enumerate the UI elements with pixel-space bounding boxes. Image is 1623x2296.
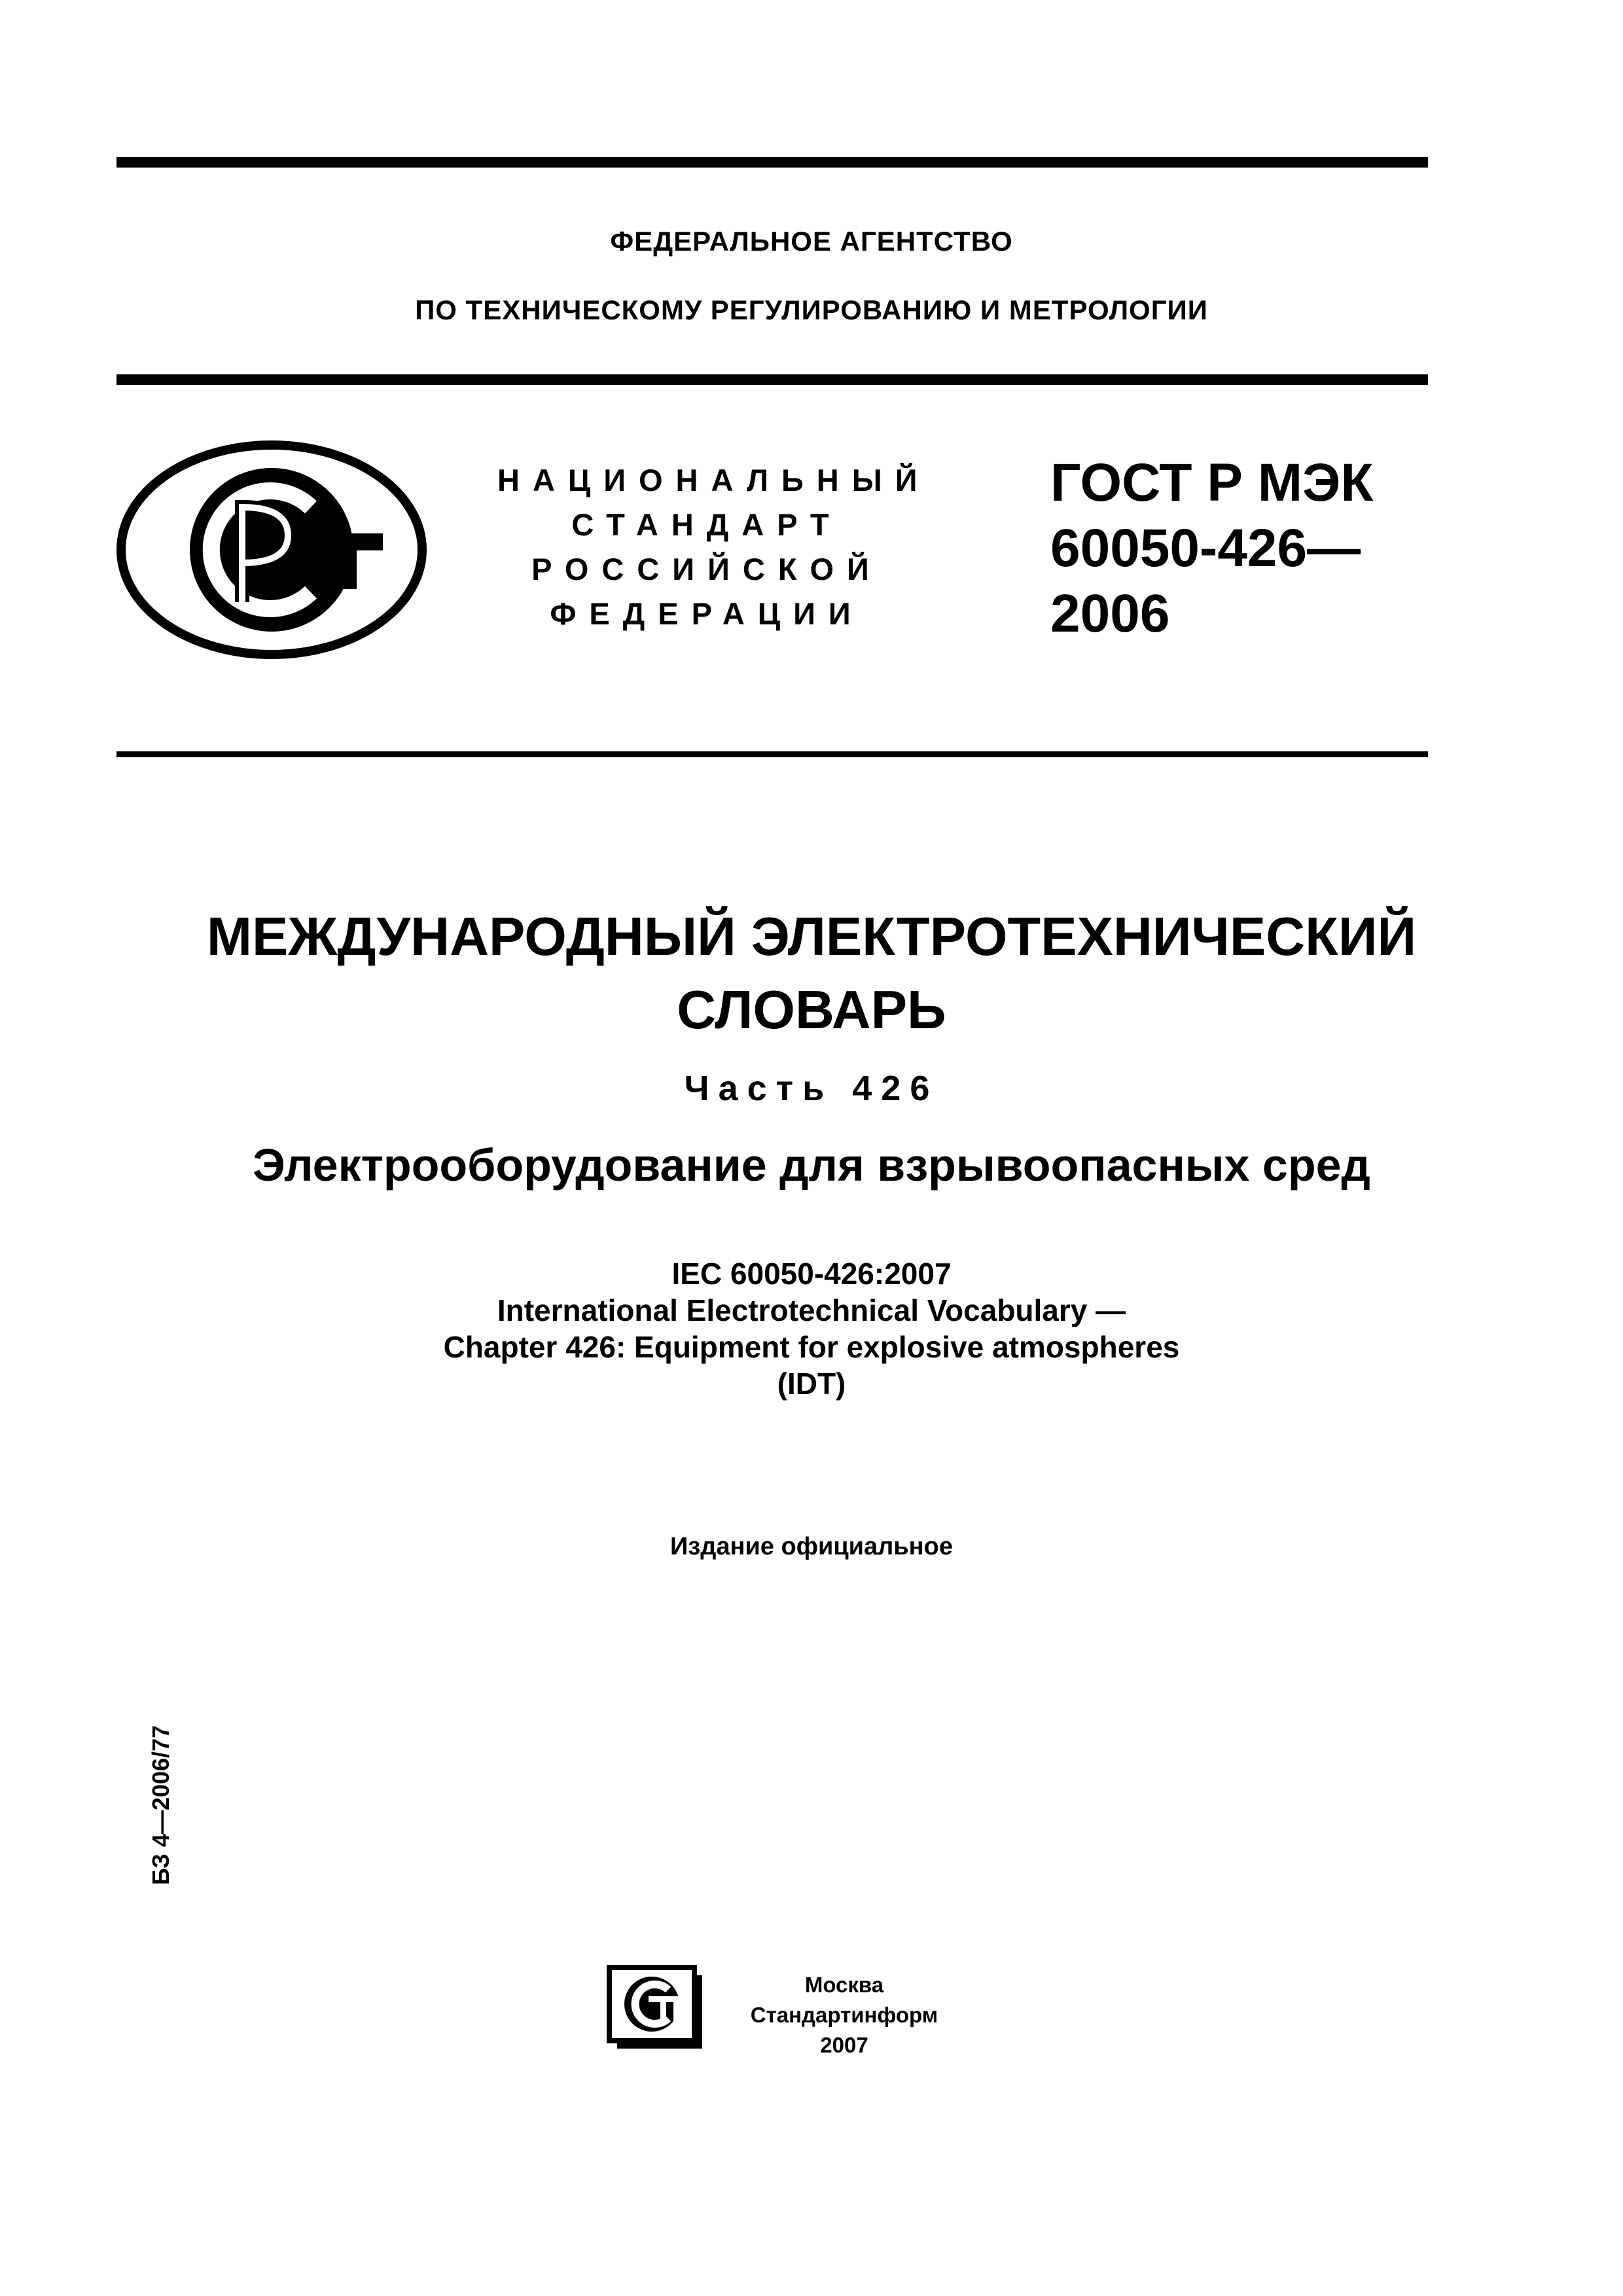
- english-line-4: (IDT): [777, 1367, 846, 1401]
- national-line-3: РОССИЙСКОЙ: [531, 552, 882, 586]
- publisher-year: 2007: [820, 2033, 868, 2057]
- publisher-name: Стандартинформ: [750, 2003, 938, 2027]
- header-rule: [116, 374, 1428, 385]
- national-line-4: ФЕДЕРАЦИИ: [550, 596, 864, 631]
- subtitle: Электрооборудование для взрывоопасных сред: [253, 1139, 1370, 1191]
- english-line-1: IEC 60050-426:2007: [671, 1257, 952, 1291]
- national-standard-label: [497, 458, 931, 636]
- agency-line-2: ПО ТЕХНИЧЕСКОМУ РЕГУЛИРОВАНИЮ И МЕТРОЛОГИИ: [415, 295, 1208, 325]
- english-reference: [0, 1255, 1623, 1402]
- rst-certification-logo-icon: [115, 439, 429, 661]
- english-line-2: International Electrotechnical Vocabulary —: [497, 1293, 1126, 1327]
- title-line-2: СЛОВАРЬ: [677, 979, 946, 1040]
- national-line-2: СТАНДАРТ: [571, 507, 842, 542]
- gost-line-1: ГОСТ Р МЭК: [1050, 453, 1374, 512]
- standartinform-logo-icon: [605, 1964, 710, 2055]
- national-line-1: НАЦИОНАЛЬНЫЙ: [497, 463, 931, 497]
- gost-designation: [1050, 450, 1373, 647]
- publisher-city: Москва: [804, 1973, 884, 1997]
- agency-line-1: ФЕДЕРАЛЬНОЕ АГЕНТСТВО: [610, 226, 1013, 257]
- title-line-1: МЕЖДУНАРОДНЫЙ ЭЛЕКТРОТЕХНИЧЕСКИЙ: [206, 906, 1417, 967]
- edition-label: Издание официальное: [670, 1533, 953, 1560]
- gost-line-3: 2006: [1050, 584, 1170, 643]
- english-line-3: Chapter 426: Equipment for explosive atmospheres: [443, 1330, 1180, 1364]
- publisher-info: [726, 1970, 962, 2060]
- top-rule: [116, 157, 1428, 168]
- gost-line-2: 60050-426—: [1050, 518, 1361, 578]
- part-number: Часть 426: [684, 1069, 939, 1108]
- middle-rule: [116, 751, 1428, 757]
- side-code: БЗ 4—2006/77: [147, 1725, 174, 1885]
